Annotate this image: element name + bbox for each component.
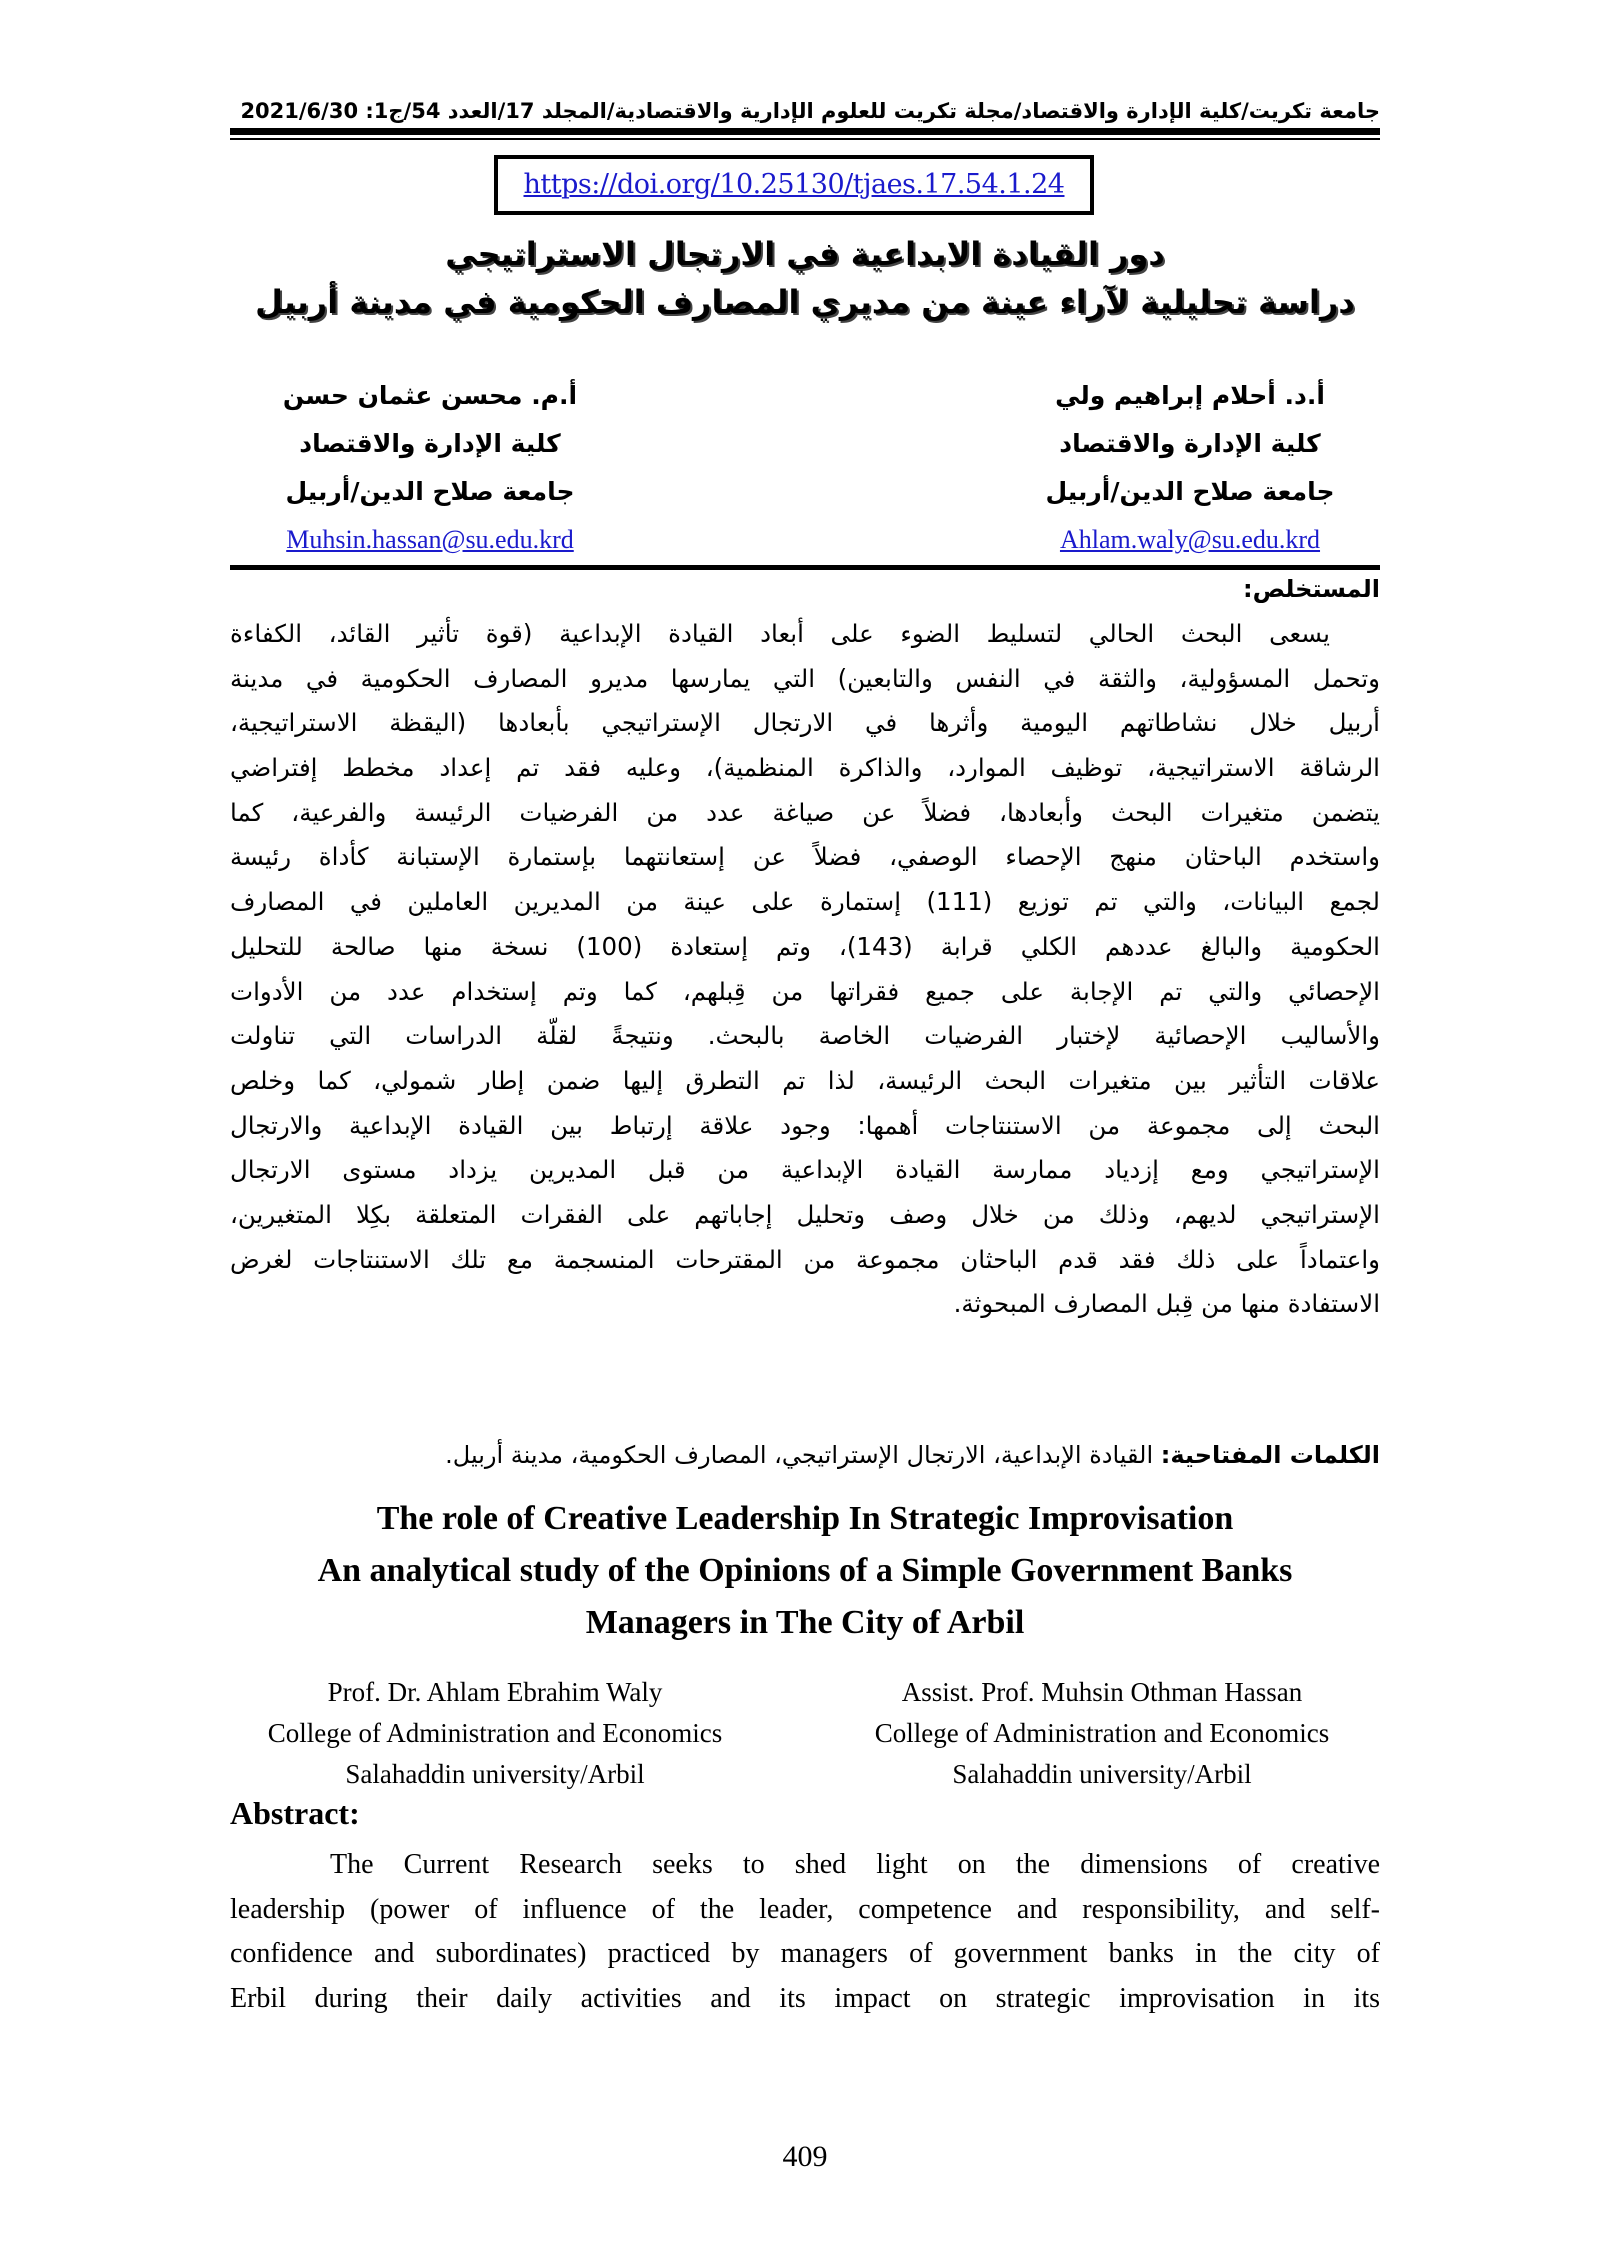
abstract-line: واستخدم الباحثان منهج الإحصاء الوصفي، فضلاً عن إستعانتهما بإستمارة الإستبانة كأداة رئيسة — [230, 842, 1380, 872]
abstract-line: وتحمل المسؤولية، والثقة في النفس والتابعين) التي يمارسها مديرو المصارف الحكومية في مدينة — [230, 663, 1380, 693]
abstract-line: The Current Research seeks to shed light on the dimensions of creative — [330, 1849, 1380, 1880]
abstract-line: الاستفادة منها من قِبل المصارف المبحوثة. — [953, 1289, 1380, 1319]
abstract-line: والأساليب الإحصائية لإختبار الفرضيات الخاصة بالبحث. ونتيجةً لقلّة الدراسات التي تناولت — [230, 1021, 1380, 1051]
arabic-title-line-1: دور القيادة الابداعية في الارتجال الاستراتيجي — [445, 235, 1165, 273]
english-title-line-3: Managers in The City of Arbil — [585, 1604, 1025, 1641]
abstract-line: واعتماداً على ذلك فقد قدم الباحثان مجموعة من المقترحات المنسجمة مع تلك الاستنتاجات لغرض — [230, 1244, 1380, 1274]
english-abstract-heading: Abstract: — [230, 1795, 360, 1831]
author-college: كلية الإدارة والاقتصاد — [299, 429, 561, 458]
abstract-line: الحكومية والبالغ عددهم الكلي قرابة (143)، وتم إستعادة (100) نسخة منها صالحة للتحليل — [230, 931, 1380, 961]
keywords-label: الكلمات المفتاحية: — [1160, 1441, 1380, 1469]
abstract-line: الإحصائي والتي تم الإجابة على جميع فقراتها من قِبلهم، كما وتم إستخدام عدد من الأدوات — [230, 976, 1380, 1006]
author-university: Salahaddin university/Arbil — [345, 1759, 645, 1789]
page-number: 409 — [782, 2140, 828, 2173]
english-title-line-1: The role of Creative Leadership In Strategic Improvisation — [376, 1500, 1234, 1537]
abstract-line: علاقات التأثير بين متغيرات البحث الرئيسة، لذا تم التطرق إليها ضمن إطار شمولي، كما وخلص — [230, 1065, 1380, 1095]
english-title — [230, 1493, 1380, 1649]
author-university: جامعة صلاح الدين/أربيل — [285, 477, 575, 506]
author-university: Salahaddin university/Arbil — [952, 1759, 1252, 1789]
english-author-1 — [230, 1672, 760, 1795]
author-email-link[interactable]: Muhsin.hassan@su.edu.krd — [286, 525, 574, 554]
author-college: College of Administration and Economics — [874, 1718, 1330, 1748]
abstract-line: الإستراتيجي لديهم، وذلك من خلال وصف وتحليل إجاباتهم على الفقرات المتعلقة بكِلا المتغيرين، — [230, 1199, 1380, 1229]
doi-link[interactable]: https://doi.org/10.25130/tjaes.17.54.1.24 — [523, 169, 1065, 200]
abstract-line: الرشاقة الاستراتيجية، توظيف الموارد، والذاكرة المنظمية)، وعليه فقد تم إعداد مخطط إفتراضي — [230, 753, 1380, 783]
abstract-line: البحث إلى مجموعة من الاستنتاجات أهمها: وجود علاقة إرتباط بين القيادة الإبداعية والارتجال — [230, 1110, 1380, 1140]
author-university: جامعة صلاح الدين/أربيل — [1045, 477, 1335, 506]
doi-box — [494, 155, 1094, 215]
header-rule — [230, 128, 1380, 135]
english-title-line-2: An analytical study of the Opinions of a Simple Government Banks — [317, 1552, 1293, 1589]
abstract-line: confidence and subordinates) practiced by managers of government banks in the city of — [230, 1938, 1380, 1969]
arabic-title-line-2: دراسة تحليلية لآراء عينة من مديري المصارف الحكومية في مدينة أربيل — [255, 283, 1355, 321]
arabic-author-1 — [1010, 372, 1370, 564]
abstract-line: leadership (power of influence of the leader, competence and responsibility, and self- — [230, 1893, 1380, 1925]
abstract-line: أربيل خلال نشاطاتهم اليومية وأثرها في الارتجال الإستراتيجي بأبعادها (اليقظة الاستراتيجية، — [230, 708, 1380, 738]
abstract-line: يسعى البحث الحالي لتسليط الضوء على أبعاد القيادة الإبداعية (قوة تأثير القائد، الكفاءة — [230, 619, 1330, 648]
author-name: أ.د. أحلام إبراهيم ولي — [1055, 381, 1325, 410]
author-name: Prof. Dr. Ahlam Ebrahim Waly — [327, 1677, 663, 1707]
author-college: كلية الإدارة والاقتصاد — [1059, 429, 1321, 458]
running-header: جامعة تكريت/كلية الإدارة والاقتصاد/مجلة تكريت للعلوم الإدارية والاقتصادية/المجلد 17/العدد 54/ج1: 2021/6/30 — [240, 99, 1380, 123]
english-abstract-body — [230, 1843, 1380, 2021]
arabic-abstract-body — [230, 612, 1380, 1327]
english-author-2 — [842, 1672, 1362, 1795]
abstract-line: يتضمن متغيرات البحث وأبعادها، فضلاً عن صياغة عدد من الفرضيات الرئيسة والفرعية، كما — [230, 797, 1380, 827]
author-college: College of Administration and Economics — [267, 1718, 723, 1748]
abstract-line: الإستراتيجي ومع إزدياد ممارسة القيادة الإبداعية من قبل المديرين يزداد مستوى الارتجال — [230, 1155, 1380, 1185]
header-rule-thin — [230, 138, 1380, 140]
section-divider — [230, 565, 1380, 570]
abstract-line: لجمع البيانات، والتي تم توزيع (111) إستمارة على عينة من المديرين العاملين في المصارف — [230, 887, 1380, 917]
author-name: أ.م. محسن عثمان حسن — [282, 381, 578, 410]
author-name: Assist. Prof. Muhsin Othman Hassan — [901, 1677, 1303, 1707]
abstract-line: Erbil during their daily activities and its impact on strategic improvisation in its — [230, 1982, 1380, 2014]
arabic-author-2 — [250, 372, 610, 564]
arabic-keywords — [445, 1435, 1380, 1475]
arabic-abstract-heading: المستخلص: — [1243, 575, 1380, 603]
keywords-value: القيادة الإبداعية، الارتجال الإستراتيجي، المصارف الحكومية، مدينة أربيل. — [445, 1441, 1161, 1469]
author-email-link[interactable]: Ahlam.waly@su.edu.krd — [1059, 525, 1321, 554]
